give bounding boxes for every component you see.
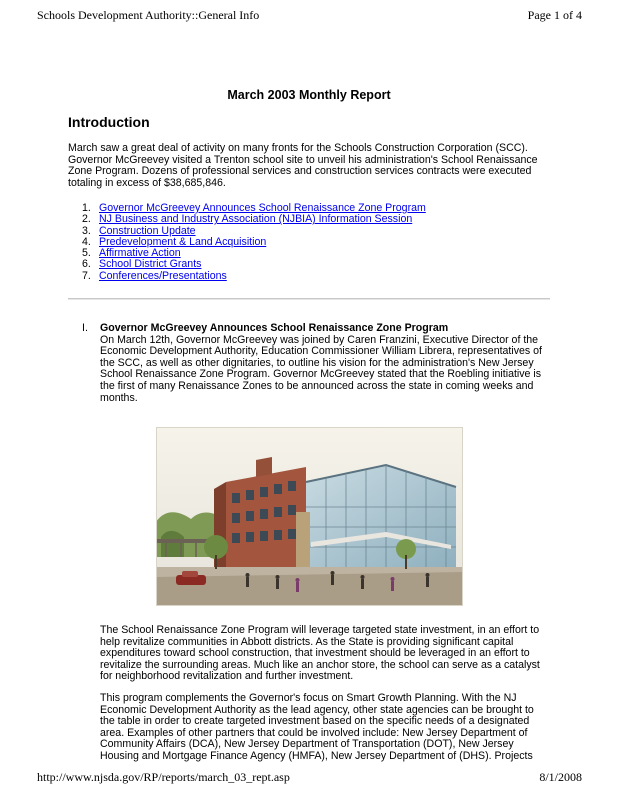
toc-item [82, 271, 426, 282]
toc-number: 1. [82, 202, 91, 214]
toc-number: 6. [82, 258, 91, 271]
report-title: March 2003 Monthly Report [227, 88, 391, 102]
toc-link-construction-update[interactable]: Construction Update [99, 224, 196, 237]
school-rendering-image [156, 427, 463, 606]
page-url: http://www.njsda.gov/RP/reports/march_03_rept.asp [37, 770, 290, 784]
toc-link-predevelopment[interactable]: Predevelopment & Land Acquisition [99, 235, 267, 248]
toc-link-renaissance-zone[interactable]: Governor McGreevey Announces School Renaissance Zone Program [99, 202, 426, 214]
horizontal-divider [68, 298, 550, 300]
introduction-paragraph: March saw a great deal of activity on many fronts for the Schools Construction Corporation (SCC). Governor McGreevey visited a Trenton school site to unveil his administration's School Renaissance Zone Program. Dozens of professional services and construction services contracts were executed totaling in excess of $38,685,846. [68, 142, 538, 189]
toc-link-njbia[interactable]: NJ Business and Industry Association (NJBIA) Information Session [99, 213, 413, 226]
toc-number: 2. [82, 213, 91, 226]
print-date: 8/1/2008 [539, 770, 582, 784]
toc-number: 7. [82, 269, 91, 282]
smart-growth-paragraph: This program complements the Governor's focus on Smart Growth Planning. With the NJ Economic Development Authority as the lead agency, other state agencies can be brought to the table in order to create targeted investment based on the specific needs of a designated area. Examples of other partners that could be involved include: New Jersey Department of Community Affairs (DCA), New Jersey Department of Transportation (DOT), New Jersey Housing and Mortgage Finance Agency (HMFA), New Jersey Department of (DHS). Projects [100, 692, 534, 762]
page-number: Page 1 of 4 [527, 8, 582, 22]
toc-number: 5. [82, 247, 91, 260]
renaissance-zone-paragraph: The School Renaissance Zone Program will leverage targeted state investment, in an effort to help revitalize communities in Abbott districts. As the State is providing significant capital expenditures toward school construction, that investment should be leveraged in an effort to revitalize the surrounding areas. Much like an anchor store, the school can serve as a catalyst for neighborhood revitalization and further investment. [100, 624, 540, 683]
toc-link-district-grants[interactable]: School District Grants [99, 258, 202, 271]
section-body: On March 12th, Governor McGreevey was joined by Caren Franzini, Executive Director of the Economic Development Authority, Education Commissioner William Librera, representatives of the SCC, as well as other dignitaries, to outline his vision for the administration's New Jersey School Renaissance Zone Program. Governor McGreevey stated that the Roebling initiative is the first of many Renaissance Zones to be announced across the state in coming weeks and months. [100, 333, 542, 404]
introduction-heading: Introduction [68, 114, 150, 130]
section-heading: Governor McGreevey Announces School Renaissance Zone Program [100, 322, 449, 334]
table-of-contents [82, 203, 426, 282]
toc-link-affirmative-action[interactable]: Affirmative Action [99, 247, 181, 260]
toc-number: 3. [82, 224, 91, 237]
toc-link-conferences[interactable]: Conferences/Presentations [99, 269, 227, 282]
page-header-title: Schools Development Authority::General Info [37, 8, 260, 22]
toc-number: 4. [82, 235, 91, 248]
section-numeral: I. [82, 322, 88, 334]
toc-item [82, 214, 426, 225]
section-1 [82, 323, 542, 404]
